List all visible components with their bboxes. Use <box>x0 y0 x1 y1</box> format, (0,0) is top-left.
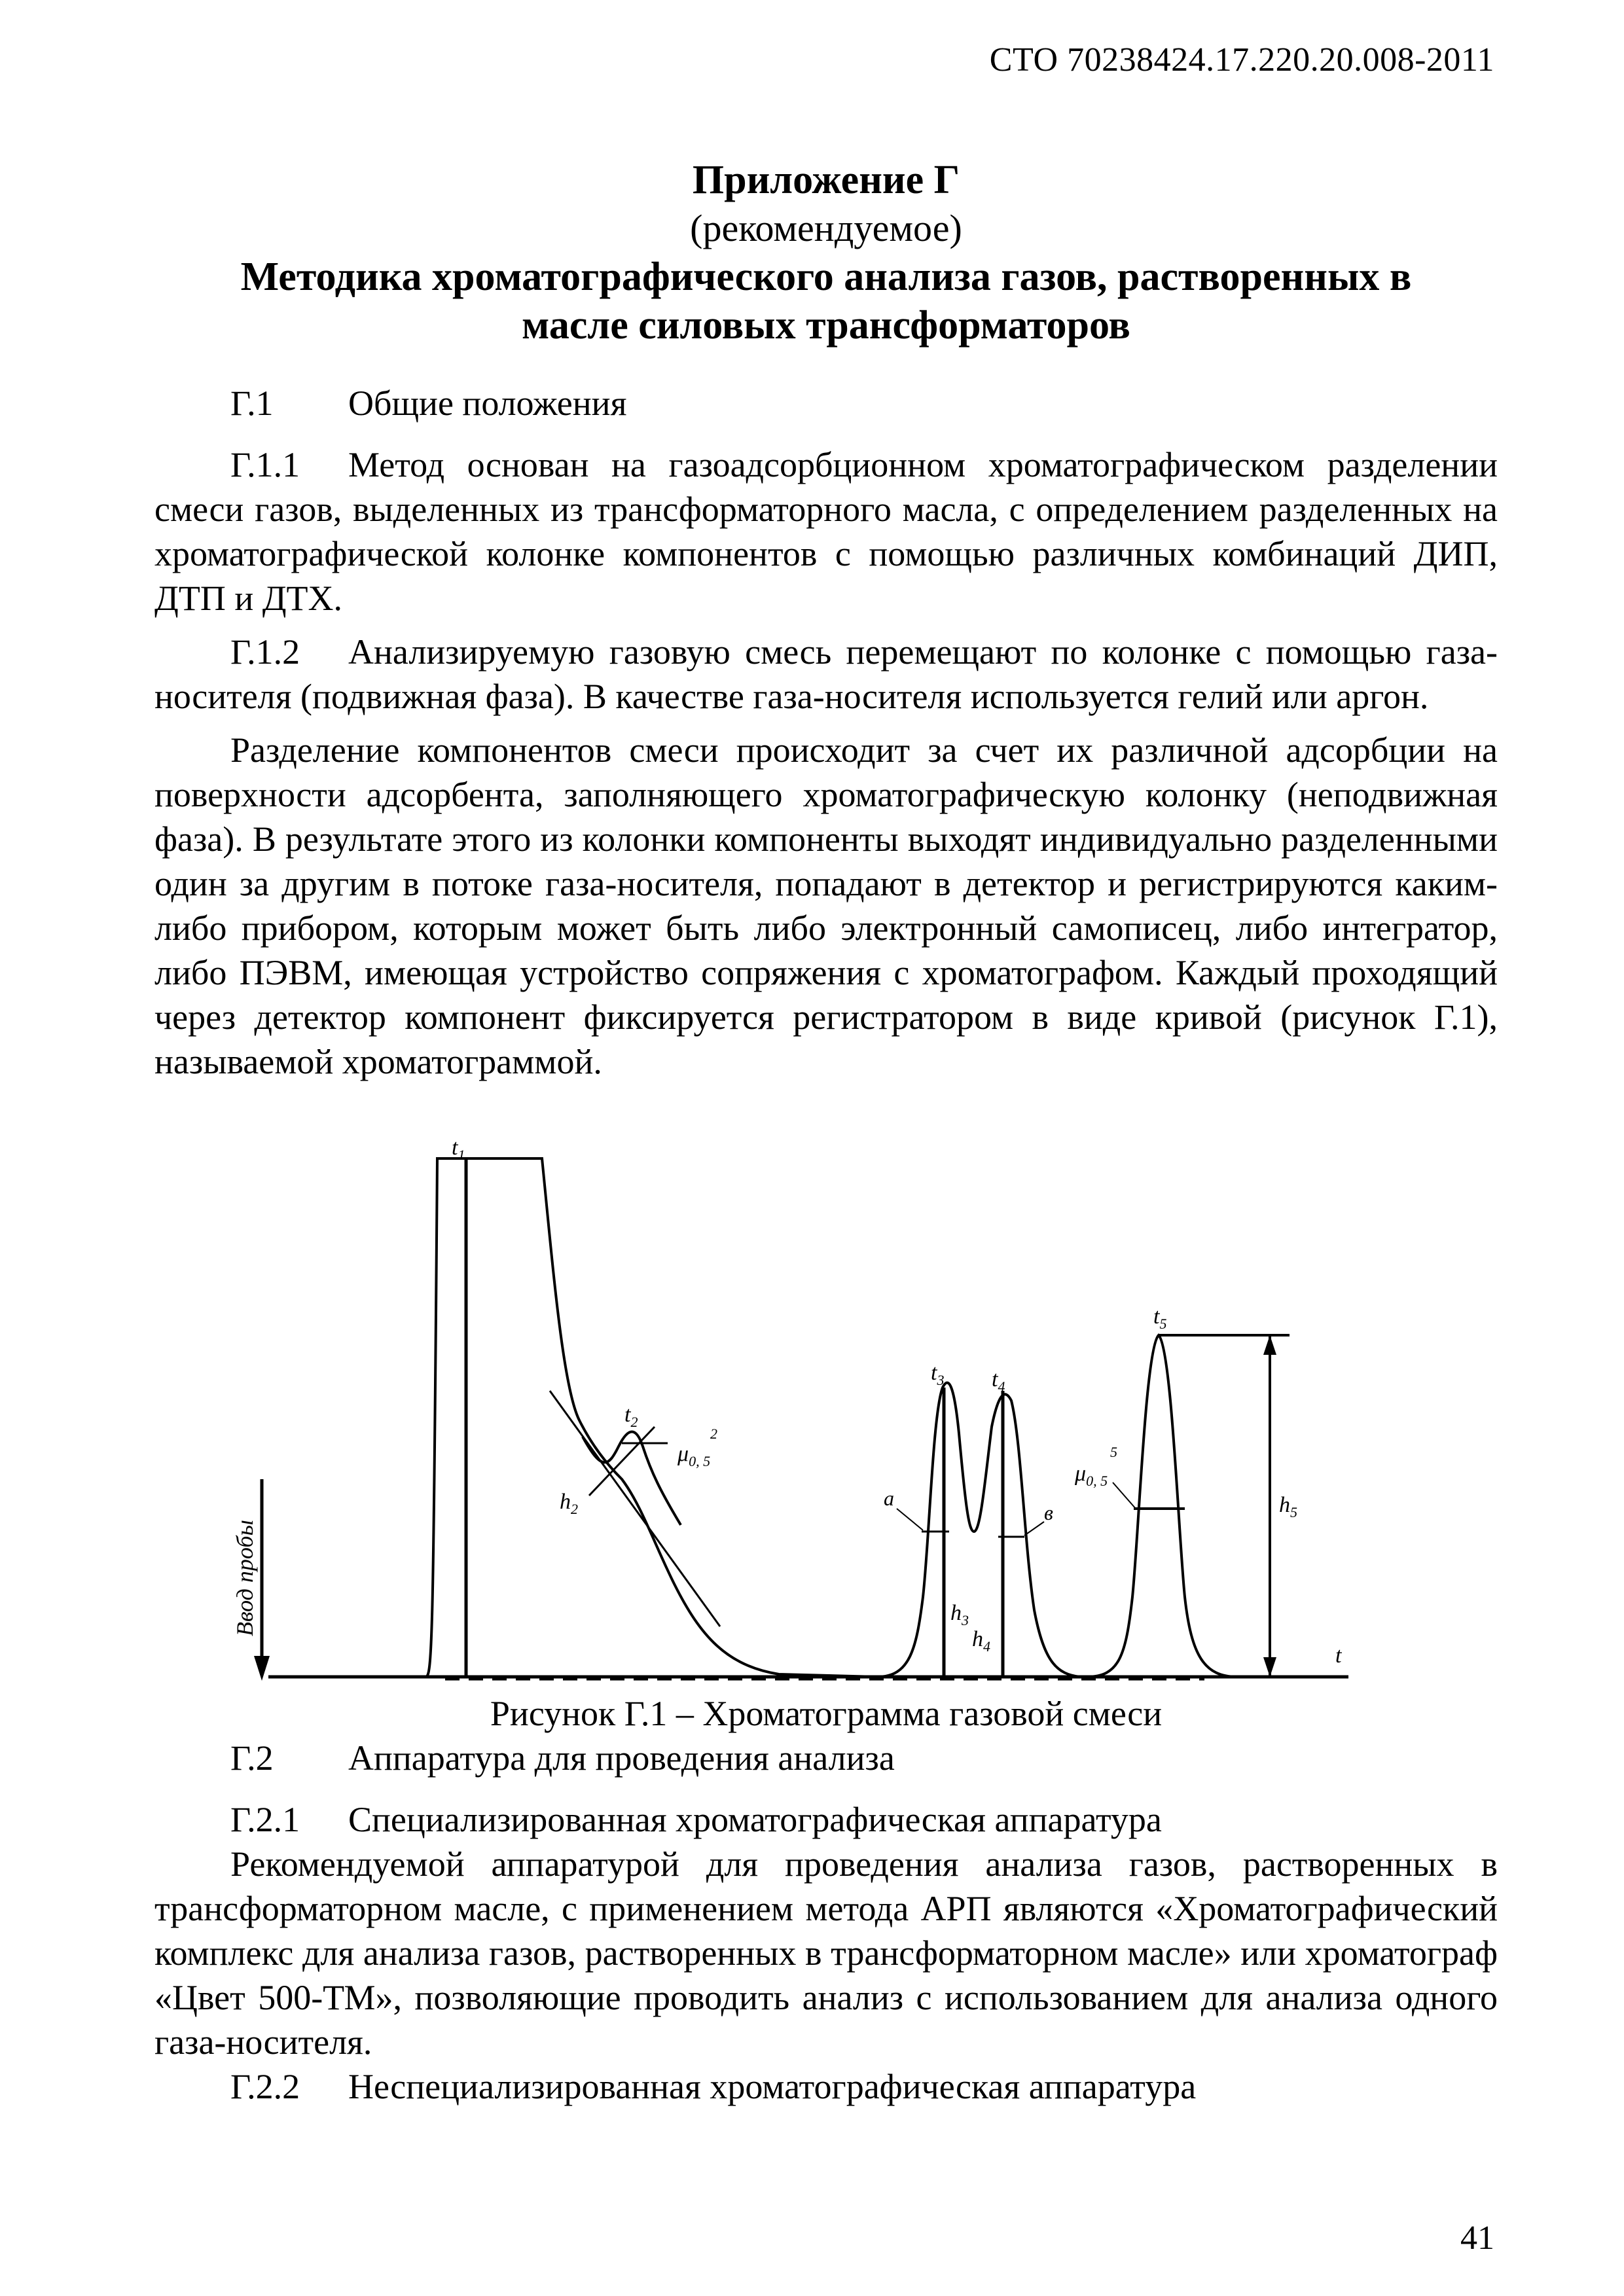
label-h3: $h_3$ <box>950 1601 969 1628</box>
paragraph-g11 <box>154 442 1498 620</box>
label-h5: $h_5$ <box>1279 1493 1297 1520</box>
pointer-b <box>1024 1522 1044 1535</box>
label-mu5-sup: 5 <box>1110 1444 1117 1460</box>
section-heading-g2 <box>154 1736 1498 1780</box>
paragraph-number: Г.1.1 <box>230 445 300 484</box>
paragraph-number: Г.2.2 <box>230 2067 300 2106</box>
peak-1-tail <box>425 1158 877 1677</box>
h5-arrow-top <box>1263 1335 1276 1355</box>
label-h2: $h_2$ <box>560 1490 578 1517</box>
paragraph-number: Г.1.2 <box>230 632 300 672</box>
figure-caption: Рисунок Г.1 – Хроматограмма газовой смеси <box>490 1694 1163 1733</box>
label-h4: $h_4$ <box>972 1627 990 1655</box>
paragraph-number: Г.2.1 <box>230 1800 300 1839</box>
appendix-subtitle-line1: Методика хроматографического анализа газов, растворенных в <box>240 255 1412 299</box>
page-number: 41 <box>1460 2219 1494 2257</box>
paragraph-separation: Разделение компонентов смеси происходит за счет их различной адсорбции на поверхности адсорбента, заполняющего хроматографическую колонку (неподвижная фаза). В результате этого из колонки компоненты выходят индивидуально разделенными один за другим в потоке газа-носителя, попадают в детектор и регистрируются каким-либо прибором, которым может быть либо электронный самописец, либо интегратор, либо ПЭВМ, имеющая устройство сопряжения с хроматографом. Каждый проходящий через детектор компонент фиксируется регистратором в виде кривой (рисунок Г.1), называемой хроматограммой. <box>154 730 1498 1081</box>
appendix-title: Приложение Г <box>692 158 960 202</box>
section-number: Г.2 <box>230 1738 274 1778</box>
injection-arrow-head <box>254 1656 270 1681</box>
appendix-subtitle-line2: масле силовых трансформаторов <box>522 303 1130 348</box>
paragraph-title: Специализированная хроматографическая аппаратура <box>348 1800 1162 1839</box>
label-a: а <box>884 1486 894 1510</box>
paragraph-g21 <box>154 1797 1498 1842</box>
h5-arrow-bottom <box>1263 1657 1276 1677</box>
label-t2: $t_2$ <box>624 1403 638 1430</box>
peak-2 <box>583 1432 681 1526</box>
section-heading-g1 <box>154 381 1498 425</box>
label-mu5: $\mu_{0, 5}$ <box>1075 1462 1108 1489</box>
label-mu2: $\mu_{0, 5}$ <box>677 1442 711 1469</box>
paragraph-g22 <box>154 2064 1498 2109</box>
peak-5 <box>1087 1335 1237 1677</box>
paragraph-text: Метод основан на газоадсорбционном хроматографическом разделении смеси газов, выделенных из трансформаторного масла, с определением разделенных на хроматографической колонке компонентов с помощью различных комбинаций ДИП, ДТП и ДТХ. <box>154 445 1498 618</box>
body-text-top <box>154 381 1498 1084</box>
label-t1: $t_1$ <box>452 1139 465 1163</box>
pointer-a <box>897 1509 923 1530</box>
label-t3: $t_3$ <box>931 1361 945 1388</box>
paragraph-recommended: Рекомендуемой аппаратурой для проведения анализа газов, растворенных в трансформаторном масле, с применением метода АРП являются «Хроматографический комплекс для анализа газов, растворенных в трансформаторном масле» или хроматограф «Цвет 500-ТМ», позволяющие проводить анализ с использованием для анализа одного газа-носителя. <box>154 1844 1498 2062</box>
appendix-status: (рекомендуемое) <box>690 207 962 249</box>
label-mu2-sup: 2 <box>710 1426 717 1442</box>
chromatogram-svg <box>223 1139 1401 1689</box>
label-t4: $t_4$ <box>992 1367 1005 1395</box>
document-code: СТО 70238424.17.220.20.008-2011 <box>989 41 1494 79</box>
appendix-title-block <box>154 156 1498 350</box>
injection-label: Ввод пробы <box>232 1520 258 1636</box>
body-text-bottom <box>154 1736 1498 2109</box>
paragraph-title: Неспециализированная хроматографическая аппаратура <box>348 2067 1197 2106</box>
paragraph-g12 <box>154 630 1498 719</box>
section-number: Г.1 <box>230 384 274 423</box>
paragraph-text: Анализируемую газовую смесь перемещают по колонке с помощью газа-носителя (подвижная фаза). В качестве газа-носителя используется гелий или аргон. <box>154 632 1498 716</box>
section-title: Аппаратура для проведения анализа <box>348 1738 895 1778</box>
label-t5: $t_5$ <box>1153 1304 1167 1332</box>
pointer-mu5 <box>1113 1482 1136 1509</box>
chromatogram-figure <box>223 1139 1401 1689</box>
label-x-axis-t: t <box>1335 1643 1342 1668</box>
section-title: Общие положения <box>348 384 627 423</box>
label-b: в <box>1044 1501 1053 1524</box>
